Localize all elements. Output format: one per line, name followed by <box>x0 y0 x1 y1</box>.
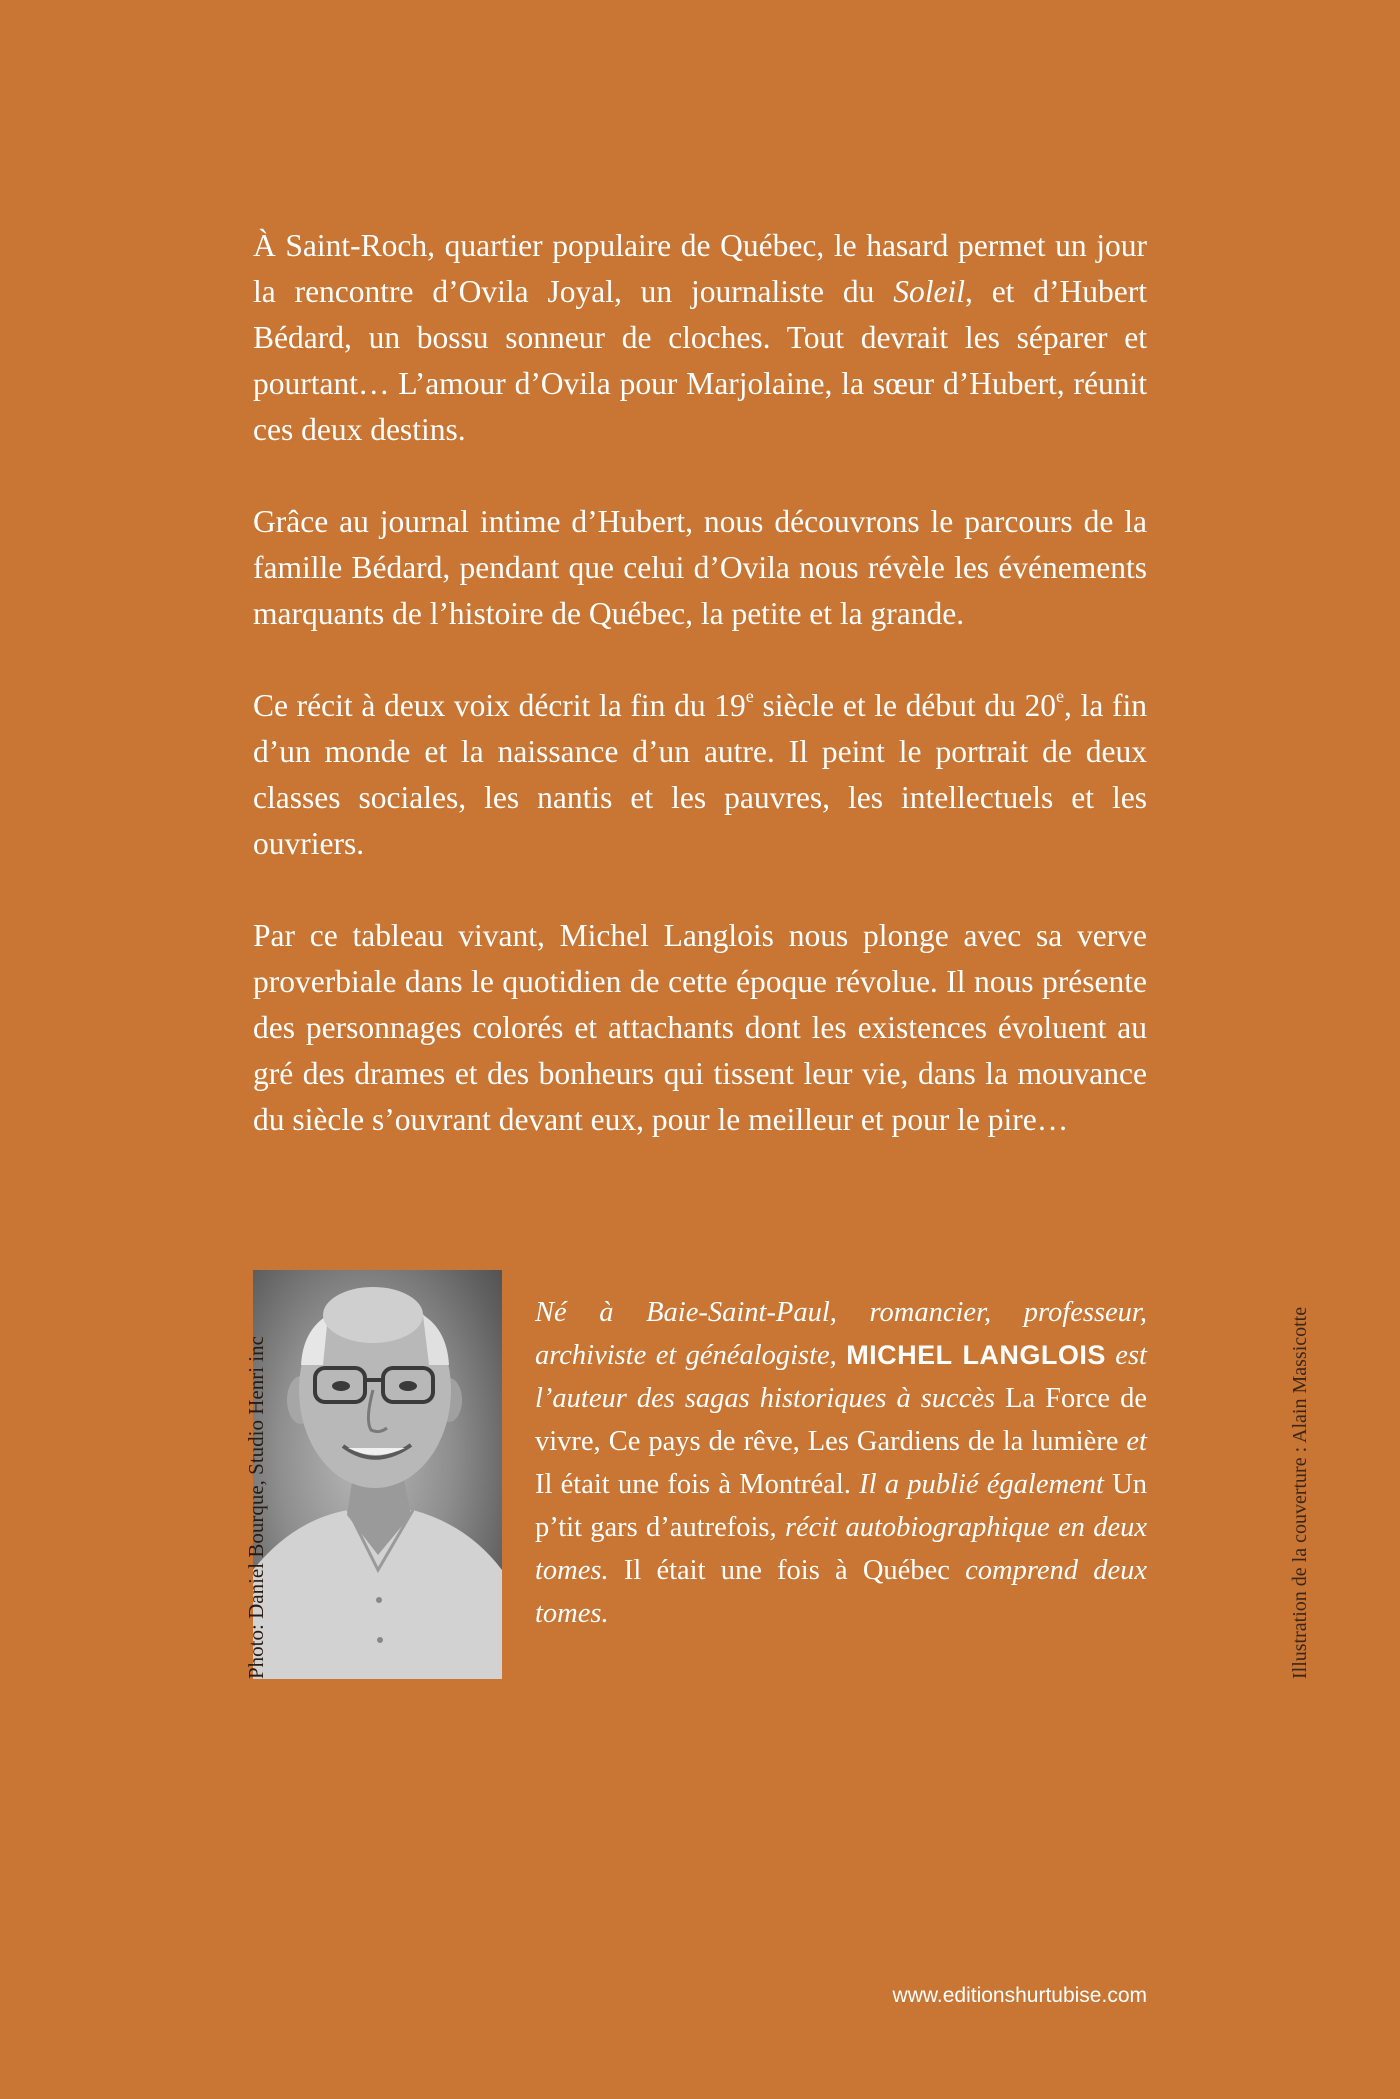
current-book-title: Il était une fois à Québec <box>623 1555 950 1586</box>
cover-illustration-credit: Illustration de la couverture : Alain Massicotte <box>1289 1306 1311 1679</box>
summary-paragraph-3: Ce récit à deux voix décrit la fin du 19e siècle et le début du 20e, la fin d’un monde et la naissance d’un autre. Il peint le portrait de deux classes sociales, les nantis et les pauvres, les intellectuels et les ouvriers. <box>253 686 1148 861</box>
author-name: MICHEL LANGLOIS <box>846 1340 1106 1370</box>
saga-title-montreal: Il était une fois à Montréal. <box>535 1469 851 1500</box>
summary-text <box>253 223 1147 1143</box>
publisher-website: www.editionshurtubise.com <box>892 1984 1147 2007</box>
newspaper-title: Soleil <box>893 274 965 309</box>
summary-paragraph-4: Par ce tableau vivant, Michel Langlois nous plonge avec sa verve proverbiale dans le quotidien de cette époque révolue. Il nous présente des personnages colorés et attachants dont les existences évoluent au gré des drames et des bonheurs qui tissent leur vie, dans la mouvance du siècle s’ouvrant devant eux, pour le meilleur et pour le pire… <box>253 918 1147 1137</box>
summary-paragraph-1: À Saint-Roch, quartier populaire de Québec, le hasard permet un jour la rencontre d’Ovila Joyal, un journaliste du Soleil, et d’Hubert Bédard, un bossu sonneur de cloches. Tout devrait les séparer et pourtant… L’amour d’Ovila pour Marjolaine, la sœur d’Hubert, réunit ces deux destins. <box>253 228 1147 447</box>
photo-credit: Photo: Daniel Bourque, Studio Henri inc <box>244 1336 268 1679</box>
saga-titles: La Force de vivre, Ce pays de rêve, Les Gardiens de la lumière <box>535 1383 1147 1457</box>
author-bio: Né à Baie-Saint-Paul, romancier, professeur, archiviste et généalogiste, MICHEL LANGLOIS est l’auteur des sagas historiques à succès La Force de vivre, Ce pays de rêve, Les Gardiens de la lumière et Il était une fois à Montréal. Il a publié également Un p’tit gars d’autrefois, récit autobiographique en deux tomes. Il était une fois à Québec comprend deux tomes. <box>535 1297 1148 1629</box>
author-photo <box>253 1270 502 1679</box>
autobiography-title: Un p’tit gars d’autrefois <box>535 1469 1147 1543</box>
summary-paragraph-2: Grâce au journal intime d’Hubert, nous découvrons le parcours de la famille Bédard, pendant que celui d’Ovila nous révèle les événements marquants de l’histoire de Québec, la petite et la grande. <box>253 504 1147 631</box>
author-portrait-illustration <box>253 1270 502 1679</box>
